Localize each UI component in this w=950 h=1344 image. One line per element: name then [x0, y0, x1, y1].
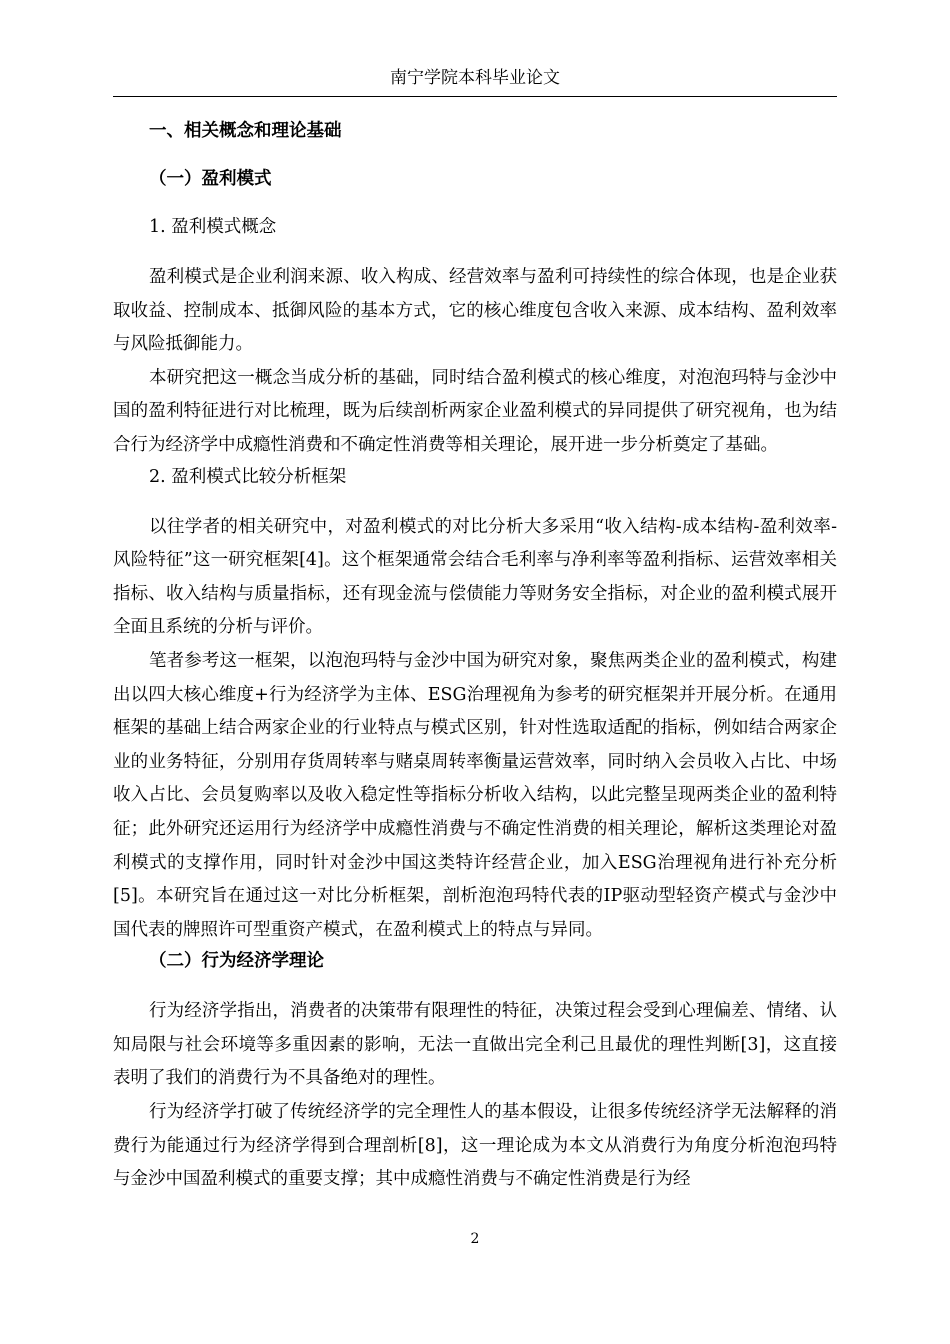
page-body — [113, 117, 837, 1197]
running-header: 南宁学院本科毕业论文 — [390, 68, 560, 88]
subsection-heading-concept: 1. 盈利模式概念 — [149, 217, 277, 237]
paragraph: 以往学者的相关研究中，对盈利模式的对比分析大多采用“收入结构-成本结构-盈利效率-风险特征”这一研究框架[4]。这个框架通常会结合毛利率与净利率等盈利指标、运营效率相关指标、收入结构与质量指标，还有现金流与偿债能力等财务安全指标，对企业的盈利模式展开全面且系统的分析与评价。 — [113, 516, 837, 638]
chapter-heading: 一、相关概念和理论基础 — [149, 121, 342, 141]
paragraph: 盈利模式是企业利润来源、收入构成、经营效率与盈利可持续性的综合体现，也是企业获取收益、控制成本、抵御风险的基本方式，它的核心维度包含收入来源、成本结构、盈利效率与风险抵御能力。 — [113, 267, 837, 355]
paragraph: 本研究把这一概念当成分析的基础，同时结合盈利模式的核心维度，对泡泡玛特与金沙中国的盈利特征进行对比梳理，既为后续剖析两家企业盈利模式的异同提供了研究视角，也为结合行为经济学中成瘾性消费和不确定性消费等相关理论，展开进一步分析奠定了基础。 — [113, 367, 837, 455]
section-heading-behavioral-economics: （二）行为经济学理论 — [149, 951, 324, 972]
section-heading-profit-model: （一）盈利模式 — [149, 169, 272, 189]
page-number: 2 — [470, 1231, 480, 1247]
paragraph: 笔者参考这一框架，以泡泡玛特与金沙中国为研究对象，聚焦两类企业的盈利模式，构建出以四大核心维度+行为经济学为主体、ESG治理视角为参考的研究框架并开展分析。在通用框架的基础上结合两家企业的行业特点与模式区别，针对性选取适配的指标，例如结合两家企业的业务特征，分别用存货周转率与赌桌周转率衡量运营效率，同时纳入会员收入占比、中场收入占比、会员复购率以及收入稳定性等指标分析收入结构，以此完整呈现两类企业的盈利特征；此外研究还运用行为经济学中成瘾性消费与不确定性消费的相关理论，解析这类理论对盈利模式的支撑作用，同时针对金沙中国这类特许经营企业，加入ESG治理视角进行补充分析[5]。本研究旨在通过这一对比分析框架，剖析泡泡玛特代表的IP驱动型轻资产模式与金沙中国代表的牌照许可型重资产模式，在盈利模式上的特点与异同。 — [113, 650, 837, 940]
paragraph: 行为经济学指出，消费者的决策带有限理性的特征，决策过程会受到心理偏差、情绪、认知局限与社会环境等多重因素的影响，无法一直做出完全利己且最优的理性判断[3]，这直接表明了我们的消费行为不具备绝对的理性。 — [113, 1001, 837, 1089]
header-rule — [113, 96, 837, 97]
paragraph: 行为经济学打破了传统经济学的完全理性人的基本假设，让很多传统经济学无法解释的消费行为能通过行为经济学得到合理剖析[8]，这一理论成为本文从消费行为角度分析泡泡玛特与金沙中国盈利模式的重要支撑；其中成瘾性消费与不确定性消费是行为经 — [113, 1102, 837, 1190]
subsection-heading-framework: 2. 盈利模式比较分析框架 — [149, 466, 347, 487]
